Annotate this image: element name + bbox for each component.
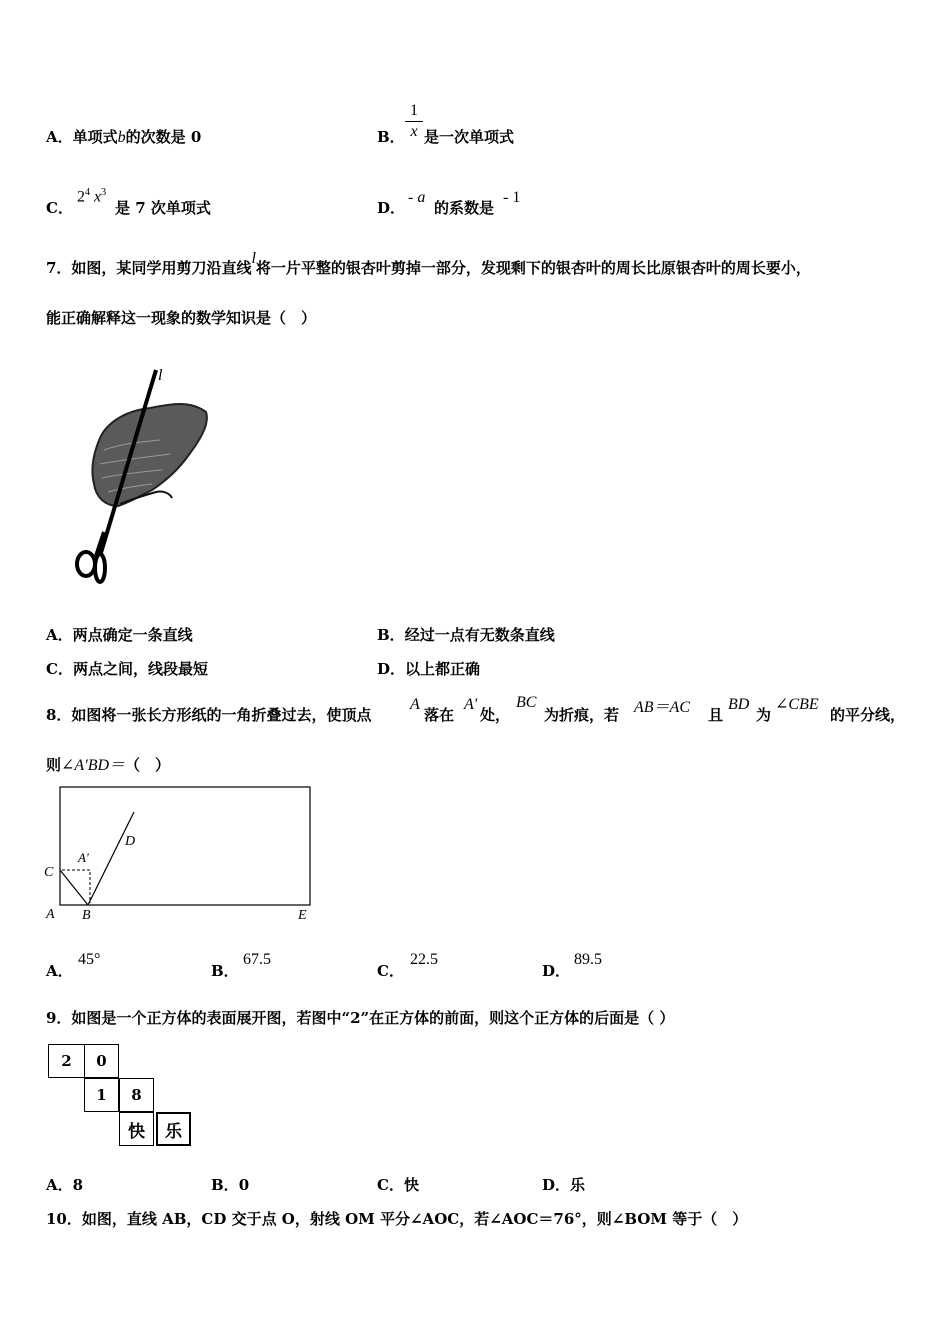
q8-stem-d: 为折痕，若 [544,706,620,724]
q9-stem: 9．如图是一个正方体的表面展开图，若图中“2”在正方体的前面，则这个正方体的后面是（ ） [46,1009,675,1027]
q8-var-a: A [410,696,420,713]
q8-stem-g: 的平分线， [830,706,906,724]
q8-stem-e: 且 [708,706,724,724]
line-l-label: l [158,367,163,384]
q8-option-b-letter: B． [211,962,239,980]
q8-stem-line2: 则∠A′BD＝（ ） [46,756,171,774]
q6-option-b-fraction: 1 x [405,102,423,141]
label-c: C [44,865,54,880]
ginkgo-leaf [92,404,207,506]
label-b: B [82,908,91,923]
q8-fold-figure [40,782,320,927]
q7-option-c: C．两点之间，线段最短 [46,660,208,678]
q6-option-d-text: 的系数是 [434,199,495,217]
q6-option-c-text: 是 7 次单项式 [115,199,211,217]
q8-var-bc: BC [516,694,537,711]
folded-corner [62,870,90,903]
label-d: D [125,834,136,849]
q6-option-d-expr: - a [408,189,426,206]
q7-ginkgo-figure [60,360,220,590]
net-cell: 2 [48,1044,85,1078]
q8-option-d-letter: D． [542,962,571,980]
net-cell: 8 [119,1078,154,1112]
q10-stem: 10．如图，直线 AB，CD 交于点 O，射线 OM 平分∠AOC，若∠AOC＝76°，则∠BOM 等于（ ） [46,1210,748,1228]
q7-option-b: B．经过一点有无数条直线 [377,626,555,644]
net-cell: 0 [84,1044,119,1078]
scissors-icon [77,532,105,582]
q6-option-d-value: - 1 [503,189,521,206]
q8-option-b-value: 67.5 [243,951,271,968]
q8-stem-b: 落在 [424,706,455,724]
net-cell: 快 [119,1112,154,1146]
q7-option-d: D．以上都正确 [377,660,481,678]
q9-option-c: C．快 [377,1176,419,1194]
q9-option-b: B．0 [211,1176,250,1194]
q6-option-b-letter: B． [377,128,405,146]
q7-stem-line1: 7．如图，某同学用剪刀沿直线l将一片平整的银杏叶剪掉一部分，发现剩下的银杏叶的周长比原银杏叶的周长要小， [46,250,811,277]
q7-stem-line2: 能正确解释这一现象的数学知识是（ ） [46,309,317,327]
q6-option-c-expr: $2^4$ $x^3$ [77,187,107,206]
label-a: A [46,907,55,922]
q8-option-c-value: 22.5 [410,951,438,968]
q6-option-a: A．单项式b的次数是 0 [46,128,202,146]
q6-option-c-letter: C． [46,199,73,217]
q8-option-a-value: 45° [78,951,101,968]
paper-rectangle [60,787,310,905]
net-cell: 乐 [156,1112,191,1146]
q8-option-a-letter: A． [46,962,73,980]
q8-expr-angle: ∠CBE [775,696,819,713]
label-e: E [298,908,307,923]
q8-stem-a: 8．如图将一张长方形纸的一角折叠过去，使顶点 [46,706,372,724]
q8-stem-f: 为 [756,706,772,724]
q7-option-a: A．两点确定一条直线 [46,626,193,644]
fold-line-bc [60,870,88,905]
q8-var-bd: BD [728,696,750,713]
net-cell: 1 [84,1078,119,1112]
line-bd [88,812,134,905]
q9-option-a: A．8 [46,1176,84,1194]
q8-var-a-prime: A′ [464,696,478,713]
q9-option-d: D．乐 [542,1176,586,1194]
q8-stem-c: 处， [480,706,511,724]
q8-expr-eq: AB＝AC [634,699,690,716]
q6-option-b-text: 是一次单项式 [424,128,515,146]
q6-option-d-letter: D． [377,199,406,217]
label-a-prime: A′ [78,850,89,865]
q8-option-d-value: 89.5 [574,951,602,968]
q8-option-c-letter: C． [377,962,404,980]
